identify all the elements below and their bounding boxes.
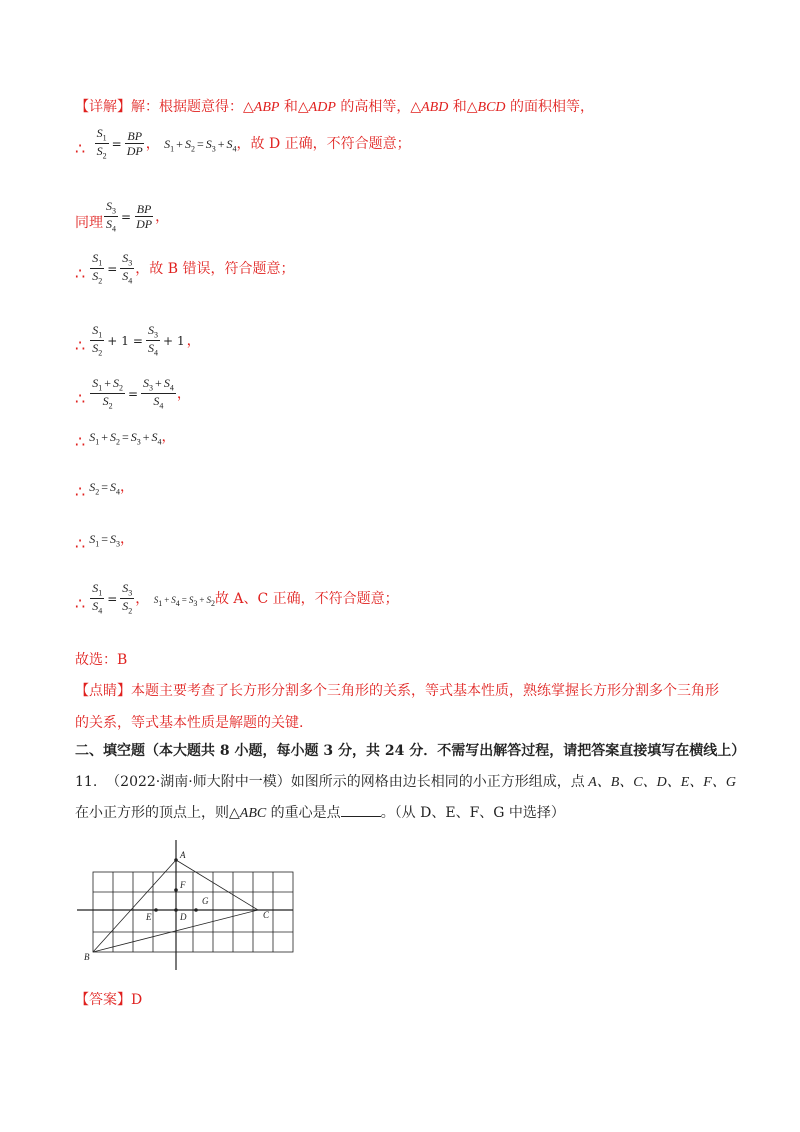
point-f xyxy=(174,888,178,892)
label-a: A xyxy=(180,850,186,860)
step-3: ∴ $\frac{S_1}{S_2}$ = $\frac{S_3}{S_4}$ ，故 B 错误，符合题意； xyxy=(75,251,295,286)
label-e: E xyxy=(146,912,152,922)
label-c: C xyxy=(263,910,270,920)
answer xyxy=(75,993,142,1007)
step-6: ∴ $S_1 + S_2 = S_3 + S_4$， xyxy=(75,429,176,451)
label-f: F xyxy=(180,880,186,890)
answer-value: D xyxy=(131,992,143,1008)
step-7: ∴ $S_2 = S_4$， xyxy=(75,479,134,501)
label-d: D xyxy=(180,912,187,922)
step-9: ∴ $\frac{S_1}{S_4}$ = $\frac{S_3}{S_2}$ ， $S_1 + S_4 = S_3 + S_2$故 A、C 正确，不符合题意； xyxy=(75,581,399,616)
question-number: 11. xyxy=(75,774,98,790)
comment-line-1: 【点睛】本题主要考查了长方形分割多个三角形的关系，等式基本性质，熟练掌握长方形分割多个三角形 xyxy=(75,683,719,699)
step-5: ∴ $\frac{S_1 + S_2}{S_2}$ = $\frac{S_3 + S_4}{S_4}$ ， xyxy=(75,376,191,411)
answer-choice: 故选：B xyxy=(75,652,128,668)
point-g xyxy=(194,908,198,912)
step-2: 同理 $\frac{S_3}{S_4}$ = $\frac{BP}{DP}$ ， xyxy=(75,199,170,234)
point-e xyxy=(154,908,158,912)
fraction-bp-dp: $\frac{BP}{DP}$ xyxy=(126,129,143,159)
step-4: ∴ $\frac{S_1}{S_2}$ + 1 = $\frac{S_3}{S_4}$ + 1 ， xyxy=(75,323,201,358)
label-g: G xyxy=(202,896,209,906)
fraction-s1-s2: $\frac{S_1}{S_2}$ xyxy=(96,126,107,161)
step-1: ∴ $\frac{S_1}{S_2}$ = $\frac{BP}{DP}$ ， $S_1 + S_2 = S_3 + S_4$，故 D 正确，不符合题意； xyxy=(75,126,411,161)
grid-figure xyxy=(72,838,302,978)
comment-line-2: 的关系，等式基本性质是解题的关键. xyxy=(75,715,304,731)
label-b: B xyxy=(84,952,90,962)
section-title: 二、填空题（本大题共 8 小题，每小题 3 分，共 24 分．不需写出解答过程，请把答案直接填写在横线上） xyxy=(75,743,746,759)
analysis-tag: 【详解】 xyxy=(75,99,131,115)
analysis-intro: 【详解】解：根据题意得：△ABP 和△ADP 的高相等，△ABD 和△BCD 的面积相等， xyxy=(75,99,594,115)
equation-sum: $S_1 + S_2 = S_3 + S_4$ xyxy=(164,136,237,154)
question-11-line-2: 在小正方形的顶点上，则△ABC 的重心是点 。（从 D、E、F、G 中选择） xyxy=(75,805,565,821)
question-11-line-1: 11. （2022·湖南·师大附中一模）如图所示的网格由边长相同的小正方形组成，点 A、B、C、D、E、F、G xyxy=(75,774,736,790)
point-d xyxy=(174,908,178,912)
step-8: ∴ $S_1 = S_3$， xyxy=(75,531,134,553)
point-a xyxy=(174,858,178,862)
answer-blank xyxy=(341,816,381,817)
answer-tag: 【答案】 xyxy=(75,992,131,1008)
